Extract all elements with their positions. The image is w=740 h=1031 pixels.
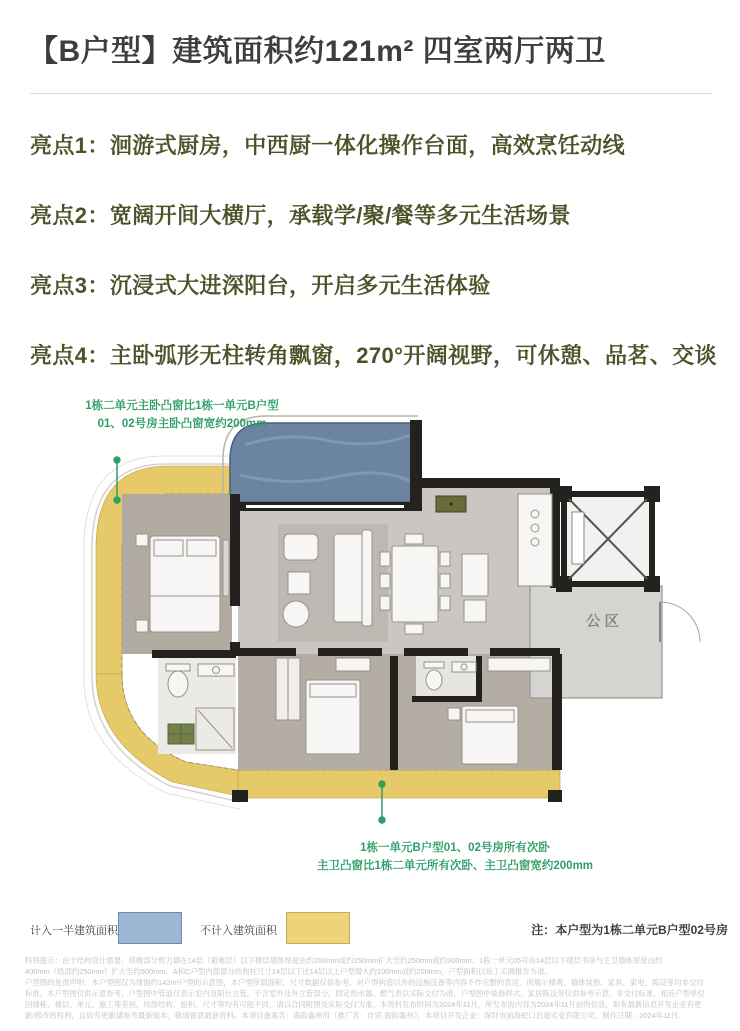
public-area-floor [530, 586, 662, 698]
annotation-bottom-line1: 1栋一单元B户型01、02号房所有次卧 [360, 842, 550, 854]
sofa [334, 530, 372, 626]
highlight-2: 亮点2：宽阔开间大横厅，承载学/聚/餐等多元生活场景 [30, 203, 571, 228]
armchair [284, 534, 318, 560]
side-table [288, 572, 310, 594]
highlight-4: 亮点4：主卧弧形无柱转角飘窗，270°开阔视野，可休憩、品茗、交谈 [30, 343, 717, 368]
legend-note: 注：本户型为1栋二单元B户型02号房 [531, 923, 728, 937]
disclaimer-line: 户型图的免责声明：本户型图仅为建面约142m²户型的示意图，本户型所载面积、尺寸数据仅供参考，对户型构造以外的设施设备等内容不作完整的表达，所展示楼观、墙体装修、家具、家电、陈设等均非交付 [25, 977, 704, 987]
balcony-floor [230, 423, 418, 502]
public-area-label: 公区 [586, 614, 623, 630]
highlight-1: 亮点1：洄游式厨房，中西厨一体化操作台面，高效烹饪动线 [30, 133, 626, 158]
entry-door [660, 602, 700, 642]
legend-half-area-swatch [118, 912, 182, 944]
disclaimer-line: 特别提示：由于结构设计需要，塔楼部分剪力墙在14层（避难层）以下楼层墙体厚度由约200mm或约250mm扩大至约250mm或约300mm；1栋一单元05号房14层以下楼层书房与主卫墙体厚度由约 [25, 956, 663, 965]
kitchen-counter [518, 494, 552, 586]
annotation-bottom-line2: 主卫凸窗比1栋二单元所有次卧、主卫凸窗宽约200mm [316, 859, 594, 872]
annotation-top-line2: 01、02号房主卧凸窗宽约200mm [97, 417, 267, 430]
legend-half-area-label: 计入一半建筑面积 [30, 925, 118, 937]
disclaimer-line: 标准，本户型图仅供示意参考，户型图中管道仅表示室内及阳台立管，不含室外及外立管部分，固定热水器、燃气表以实际交付为准，户型图中装修样式、家居陈设等仅供参考示意，非交付标准，相应户型单位 [25, 988, 705, 998]
disclaimer-line: 因楼栋、楼层、单元、施工等差别，局部结构、面积、尺寸等均有可能不同，请以合同附图及实际交付为准。本资料发布时间为2024年11月，所发布的内容为2024年11月前的信息，如有最新信息开发企业有更 [25, 999, 702, 1009]
kitchen-sink [436, 496, 466, 512]
kitchen-island [462, 554, 488, 622]
page-title: 【B户型】建筑面积约121m² 四室两厅两卫 [28, 35, 606, 68]
legend-excluded-swatch [286, 912, 350, 944]
floor-plan [0, 390, 740, 882]
annotation-top-line1: 1栋二单元主卧凸窗比1栋一单元B户型 [85, 400, 279, 412]
legend-excluded-label: 不计入建筑面积 [200, 925, 277, 937]
annotation-top [14, 398, 350, 434]
divider [30, 93, 712, 94]
disclaimer-line: 新/修改的权利，且如有更新请参考最新版本，敬请留意最新资料。本项目备案名：海韵嘉州府（推广名：自贸·海韵嘉州），本项目开发企业：深圳市前海蛇口启迪实业有限公司，制作日期：2024年11月。 [25, 1010, 686, 1020]
coffee-table [283, 601, 309, 627]
elevator-panel [572, 512, 584, 564]
disclaimer [25, 956, 717, 1021]
highlights-list [30, 129, 730, 409]
highlight-3: 亮点3：沉浸式大进深阳台，开启多元生活体验 [30, 273, 491, 298]
disclaimer-line: 400mm（局部约250mm）扩大至约500mm，A和C户型内部部分结构柱尺寸14层以下比14层以上户型增大约100mm或约200mm，户型面积以竣工实测报告为准。 [25, 966, 552, 976]
tv-console [223, 540, 229, 596]
annotation-bottom [205, 840, 705, 876]
planter-box [168, 724, 194, 744]
